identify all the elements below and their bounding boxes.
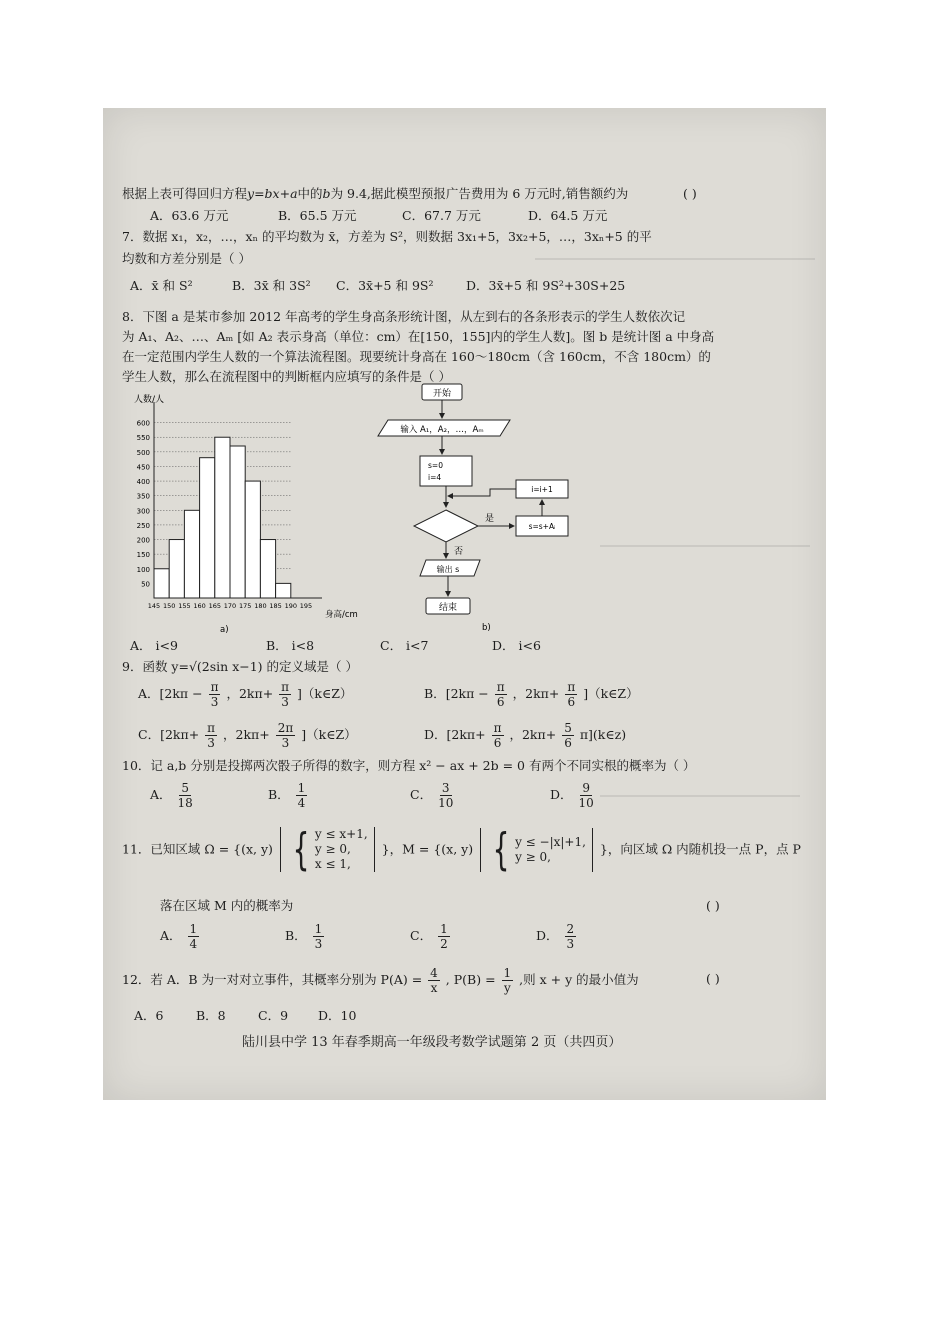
- q11-option-a: A． $\frac{1}{4}$: [160, 922, 198, 951]
- q9-option-b: B．[2kπ − $\frac{\pi}{6}$ ，2kπ+ $\frac{\pi}{6}$ ]（k∈Z）: [424, 680, 639, 709]
- q11-option-d: D． $\frac{2}{3}$: [536, 922, 575, 951]
- hist-ytick-label: 250: [136, 521, 150, 530]
- q11-m-system: { y ≤ −|x|+1, y ≥ 0,: [480, 828, 593, 872]
- q7-stem-line2: 均数和方差分别是（ ）: [122, 251, 251, 266]
- hist-ytick-label: 550: [136, 434, 150, 443]
- q12-stem: 12．若 A．B 为一对对立事件，其概率分别为 P(A) = $\frac{4}{x}$ , P(B) = $\frac{1}{y}$ ,则 x + y 的最小值为: [122, 966, 639, 995]
- q11-answer-paren: ( ): [706, 898, 720, 913]
- q6-option-a: A．63.6 万元: [150, 208, 229, 223]
- hist-xtick-label: 185: [269, 602, 282, 610]
- hist-bar-150-155: [169, 540, 184, 598]
- scan-noise: [600, 545, 810, 547]
- q8-stem-line2: 为 A₁、A₂、…、Aₘ [如 A₂ 表示身高（单位：cm）在[150，155]内的学生人数]。图 b 是统计图 a 中身高: [122, 329, 715, 344]
- hist-xtick-label: 160: [193, 602, 206, 610]
- q8-stem-line3: 在一定范围内学生人数的一个算法流程图。现要统计身高在 160～180cm（含 160cm，不含 180cm）的: [122, 349, 711, 364]
- q10-option-d: D． $\frac{9}{10}$: [550, 781, 594, 810]
- flow-init-s: s=0: [428, 461, 443, 470]
- q8-stem-line4: 学生人数，那么在流程图中的判断框内应填写的条件是（ ）: [122, 369, 451, 384]
- hist-xtick-label: 180: [254, 602, 267, 610]
- q10-option-a: A． $\frac{5}{18}$: [150, 781, 193, 810]
- flow-no-label: 否: [454, 547, 464, 557]
- q8-option-c: C． i<7: [380, 638, 429, 653]
- hist-bar-185-190: [276, 583, 291, 598]
- q12-answer-paren: ( ): [706, 971, 720, 986]
- q11-omega-system: { y ≤ x+1, y ≥ 0, x ≤ 1,: [280, 827, 375, 872]
- q9-option-d: D．[2kπ+ $\frac{\pi}{6}$ ，2kπ+ $\frac{5}{6}$ π](k∈z): [424, 721, 627, 750]
- page-footer: 陆川县中学 13 年春季期高一年级段考数学试题第 2 页（共四页）: [242, 1035, 622, 1050]
- hist-bar-175-180: [245, 481, 260, 598]
- hist-ytick-label: 400: [136, 478, 150, 487]
- q9-option-c: C．[2kπ+ $\frac{\pi}{3}$ ，2kπ+ $\frac{2\pi}{3}$ ]（k∈Z）: [138, 721, 357, 750]
- hist-ytick-label: 150: [136, 551, 150, 560]
- q6-stem: 根据上表可得回归方程y=bx+a中的b为 9.4,据此模型预报广告费用为 6 万元时,销售额约为: [122, 186, 629, 201]
- flow-decision-node: [414, 510, 478, 542]
- hist-xtick-label: 195: [299, 602, 313, 610]
- height-histogram: [120, 390, 380, 640]
- flow-accumulate-label: s=s+Aᵢ: [528, 522, 556, 531]
- q8-option-b: B． i<8: [266, 638, 315, 653]
- q10-stem: 10．记 a,b 分别是投掷两次骰子所得的数字，则方程 x² − ax + 2b = 0 有两个不同实根的概率为（ ）: [122, 758, 696, 773]
- q11-stem-line2: 落在区域 M 内的概率为: [160, 898, 294, 913]
- q6-answer-paren: ( ): [683, 186, 697, 201]
- q12-option-c: C．9: [258, 1008, 289, 1023]
- q7-option-d: D．3x̄+5 和 9S²+30S+25: [466, 278, 626, 293]
- flow-yes-label: 是: [485, 514, 495, 524]
- hist-ytick-label: 600: [136, 419, 150, 428]
- hist-xlabel: 身高/cm: [325, 610, 358, 620]
- hist-ytick-label: 450: [136, 463, 150, 472]
- hist-ytick-label: 100: [136, 565, 150, 574]
- q7-stem-line1: 7．数据 x₁，x₂，…，xₙ 的平均数为 x̄，方差为 S²，则数据 3x₁+5，3x₂+5，…，3xₙ+5 的平: [122, 229, 652, 244]
- q8-option-a: A． i<9: [130, 638, 178, 653]
- flow-start-label: 开始: [432, 389, 452, 399]
- flow-end-label: 结束: [438, 603, 458, 613]
- hist-ytick-label: 200: [136, 536, 150, 545]
- scan-noise: [535, 258, 815, 260]
- hist-xtick-label: 170: [223, 602, 237, 610]
- flow-caption: b): [482, 623, 491, 633]
- hist-xtick-label: 145: [147, 602, 161, 610]
- q7-option-a: A．x̄ 和 S²: [130, 278, 193, 293]
- flow-increment-label: i=i+1: [531, 485, 553, 494]
- algorithm-flowchart: [370, 378, 600, 638]
- hist-ytick-label: 300: [136, 507, 150, 516]
- hist-caption: a): [220, 625, 229, 635]
- flow-init-i: i=4: [428, 473, 442, 482]
- q6-option-d: D．64.5 万元: [528, 208, 608, 223]
- q11-option-b: B． $\frac{1}{3}$: [285, 922, 323, 951]
- hist-bar-145-150: [154, 569, 169, 598]
- hist-xtick-label: 165: [208, 602, 222, 610]
- hist-xtick-label: 155: [178, 602, 191, 610]
- q10-option-b: B． $\frac{1}{4}$: [268, 781, 306, 810]
- q11-option-c: C． $\frac{1}{2}$: [410, 922, 448, 951]
- hist-xtick-label: 175: [238, 602, 252, 610]
- hist-ytick-label: 50: [141, 580, 150, 589]
- flow-input-label: 输入 A₁，A₂，…，Aₘ: [400, 425, 484, 435]
- q10-option-c: C． $\frac{3}{10}$: [410, 781, 454, 810]
- q6-option-b: B．65.5 万元: [278, 208, 357, 223]
- q12-option-b: B．8: [196, 1008, 226, 1023]
- q12-option-a: A．6: [134, 1008, 164, 1023]
- hist-ylabel: 人数/人: [134, 395, 165, 405]
- scan-noise: [600, 795, 800, 797]
- flow-output-label: 输出 s: [436, 565, 460, 574]
- hist-xtick-label: 150: [162, 602, 176, 610]
- q11-stem: 11．已知区域 Ω = {(x, y) { y ≤ x+1, y ≥ 0, x ≤ 1, }，M = {(x, y) { y ≤ −|x|+1, y ≥ 0, }，向区域 Ω 内随机投一点 P，点 P: [122, 823, 801, 875]
- hist-bar-155-160: [184, 510, 199, 598]
- q12-option-d: D．10: [318, 1008, 357, 1023]
- q9-option-a: A．[2kπ − $\frac{\pi}{3}$ ，2kπ+ $\frac{\pi}{3}$ ]（k∈Z）: [138, 680, 353, 709]
- q8-option-d: D． i<6: [492, 638, 541, 653]
- hist-ytick-label: 500: [136, 448, 150, 457]
- hist-ytick-label: 350: [136, 492, 150, 501]
- q9-stem: 9．函数 y=√(2sin x−1) 的定义域是（ ）: [122, 659, 358, 674]
- hist-bar-160-165: [200, 458, 215, 598]
- q7-option-b: B．3x̄ 和 3S²: [232, 278, 311, 293]
- hist-bar-165-170: [215, 437, 230, 598]
- q8-stem-line1: 8．下图 a 是某市参加 2012 年高考的学生身高条形统计图，从左到右的各条形表示的学生人数依次记: [122, 309, 686, 324]
- q7-option-c: C．3x̄+5 和 9S²: [336, 278, 434, 293]
- q6-option-c: C．67.7 万元: [402, 208, 481, 223]
- hist-bar-180-185: [260, 540, 275, 598]
- hist-bar-170-175: [230, 446, 245, 598]
- hist-xtick-label: 190: [284, 602, 298, 610]
